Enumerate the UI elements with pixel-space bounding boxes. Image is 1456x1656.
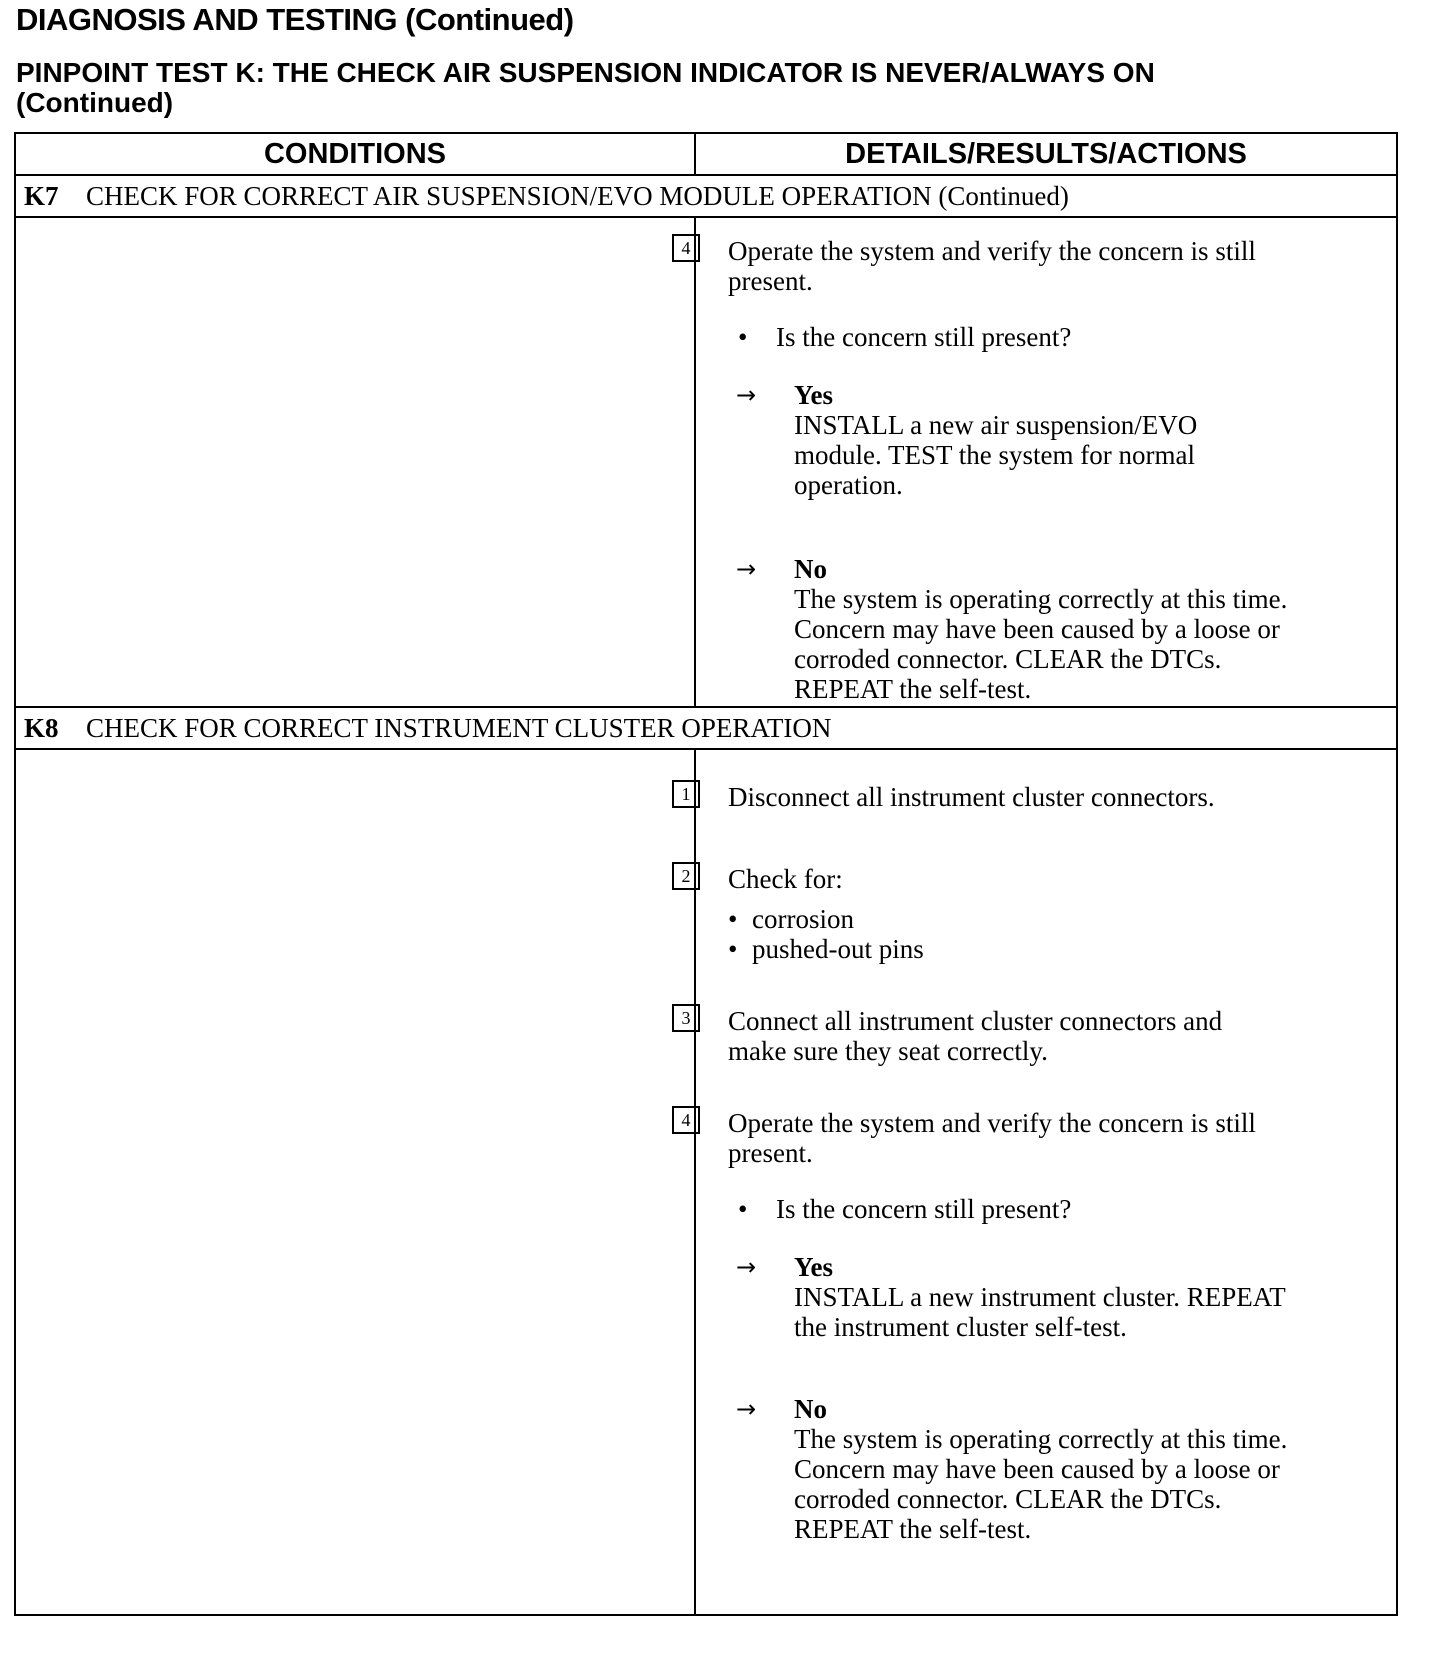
no-result <box>794 1394 1287 1544</box>
question-text: Is the concern still present? <box>776 322 1072 352</box>
step-text-line: present. <box>728 266 813 296</box>
step-text: Disconnect all instrument cluster connectors. <box>728 782 1215 812</box>
test-title-line-2: (Continued) <box>16 87 174 118</box>
result-line: REPEAT the self-test. <box>794 674 1032 704</box>
step-number-box: 1 <box>672 780 700 808</box>
row-divider <box>16 748 1396 750</box>
step-text: Check for: <box>728 864 843 894</box>
step-text-line: present. <box>728 1138 813 1168</box>
yes-label: Yes <box>794 1252 833 1282</box>
result-line: REPEAT the self-test. <box>794 1514 1032 1544</box>
arrow-right-icon: → <box>736 381 757 409</box>
test-title-line-1: PINPOINT TEST K: THE CHECK AIR SUSPENSION INDICATOR IS NEVER/ALWAYS ON <box>16 57 1155 88</box>
result-line: corroded connector. CLEAR the DTCs. <box>794 1484 1222 1514</box>
result-line: Concern may have been caused by a loose or <box>794 614 1280 644</box>
step-text-line: Operate the system and verify the concern is still <box>728 1108 1256 1138</box>
result-line: The system is operating correctly at this time. <box>794 584 1288 614</box>
details-column-header: DETAILS/RESULTS/ACTIONS <box>845 138 1247 170</box>
yes-label: Yes <box>794 380 833 410</box>
page-title: DIAGNOSIS AND TESTING (Continued) <box>16 2 574 37</box>
result-line: corroded connector. CLEAR the DTCs. <box>794 644 1222 674</box>
step-number-box: 4 <box>672 234 700 262</box>
no-label: No <box>794 1394 827 1424</box>
step-text-line: Connect all instrument cluster connectors and <box>728 1006 1223 1036</box>
step-number-box: 2 <box>672 862 700 890</box>
result-line: The system is operating correctly at this time. <box>794 1424 1288 1454</box>
result-line: INSTALL a new instrument cluster. REPEAT <box>794 1282 1286 1312</box>
result-line: Concern may have been caused by a loose or <box>794 1454 1280 1484</box>
pinpoint-test-title <box>16 58 1155 118</box>
column-divider <box>694 218 696 706</box>
result-line: the instrument cluster self-test. <box>794 1312 1127 1342</box>
question-text: Is the concern still present? <box>776 1194 1072 1224</box>
step-k8-id: K8 <box>24 713 59 743</box>
pinpoint-test-table <box>14 132 1398 1616</box>
step-text <box>728 1006 1222 1066</box>
check-item: pushed-out pins <box>752 934 924 964</box>
result-line: INSTALL a new air suspension/EVO <box>794 410 1198 440</box>
result-line: operation. <box>794 470 903 500</box>
arrow-right-icon: → <box>736 555 757 583</box>
result-line: module. TEST the system for normal <box>794 440 1195 470</box>
row-divider <box>16 216 1396 218</box>
bullet-icon: • <box>738 322 748 352</box>
step-number-box: 4 <box>672 1106 700 1134</box>
step-text-line: make sure they seat correctly. <box>728 1036 1048 1066</box>
step-text-line: Operate the system and verify the concern is still <box>728 236 1256 266</box>
step-k7-title-row <box>16 176 1396 216</box>
no-result <box>794 554 1287 704</box>
bullet-icon: • <box>728 934 738 964</box>
arrow-right-icon: → <box>736 1253 757 1281</box>
yes-result <box>794 1252 1286 1342</box>
conditions-column-header: CONDITIONS <box>263 138 447 170</box>
no-label: No <box>794 554 827 584</box>
check-item: corrosion <box>752 904 854 934</box>
step-k8-title: CHECK FOR CORRECT INSTRUMENT CLUSTER OPERATION <box>86 713 832 743</box>
step-k8-title-row <box>16 708 1396 748</box>
step-k7-title: CHECK FOR CORRECT AIR SUSPENSION/EVO MODULE OPERATION (Continued) <box>86 181 1069 211</box>
bullet-icon: • <box>738 1194 748 1224</box>
step-k7-id: K7 <box>24 181 59 211</box>
step-number-box: 3 <box>672 1004 700 1032</box>
bullet-icon: • <box>728 904 738 934</box>
yes-result <box>794 380 1197 500</box>
column-divider <box>694 134 696 174</box>
arrow-right-icon: → <box>736 1395 757 1423</box>
step-text <box>728 236 1256 296</box>
step-text <box>728 1108 1256 1168</box>
